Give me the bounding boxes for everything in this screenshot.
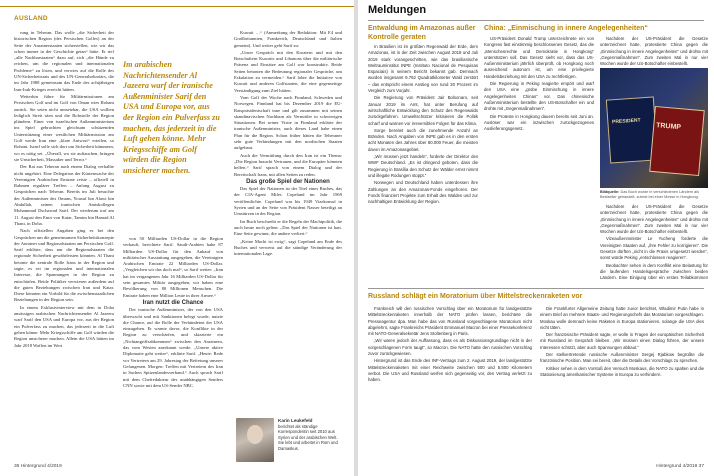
subheading: Iran nutzt die Chance — [142, 299, 204, 306]
paragraph: Weiterhin führe für Militärmissionen am Persischen Golf und im Golf von Oman wies Rohani zurück. Sie seien nicht umsetzbar, die USA wollten lediglich Streit säen und die Rohstoffe der Region plündern. Einer von israelischen Außenministerium ins Spiel gebrachten gleichsam schützenden Unterstützung einer westlichen Militärmission am Golf werde Iran eine „klare Antwort“ erteilen, so Rohani. Israel solle sich dort um Sicherheit kümmern, wo es nötig sei. „Überall, wo sie auftauchen, bringen sie Unsicherheit, Massaker und Terror.“ — [14, 93, 114, 162]
subheading: Das große Spiel der Nationen — [246, 178, 330, 185]
caption-label: Bildquelle: — [600, 190, 620, 194]
paragraph: Auch die Vermittlung durch den Iran ist ein Thema: „Die Region braucht Vertrauen, und die Europäer könnten helfen.“ Sarif sprach von einem Dialog und der Bereitschaft Irans, mit allen Seiten zu reden. — [234, 152, 342, 177]
paragraph: Beobachter sehen in dem Konflikt eine Belastung für die laufenden Handelsgespräche zwischen beiden Ländern. Eine Einigung über ein erstes Teilabkommen — [600, 262, 708, 281]
author-photo — [236, 418, 274, 462]
paragraph: Nachdem der US-Präsident die Gesetze unterzeichnet hatte, protestierte China gegen die „Einmischung in innere Angelegenheiten“ und drohte mit „Gegenmaßnahmen“. Zum zweiten Mal in nur vier Wochen wurde der US-Botschafter einbestellt. — [600, 36, 708, 66]
author-name: Karin Leukefeld — [278, 418, 313, 423]
left-column-2 — [123, 236, 223, 462]
paragraph: Die Proteste in Hongkong dauern bereits seit Juni an. Auslöser war ein inzwischen zurückgezogenes Auslieferungsgesetz. — [484, 113, 594, 132]
article-title-amazon: Entwaldung im Amazonas außer Kontrolle geraten — [368, 25, 476, 41]
paragraph: In Brasilien ist im größten Regenwald der Erde, dem Amazonas, ist in der Zeit zwischen August 2018 und Juli 2019 stark vorangeschritten, wie das brasilianische Weltrauminstitut INPE (Instituto Nacional de Pesquisas Espaciais) in seinem Bericht bekannt gab. Demnach wurden insgesamt 9.762 Quadratkilometer Wald zerstört – das entspricht einem Anstieg von rund 30 Prozent im Vergleich zum Vorjahr. — [368, 44, 478, 94]
paragraph: Der iranische Außenminister, der von den USA überwacht und mit Sanktionen belegt wurde, nutzte die Chance, auf die Rolle der Verbündeten der USA einzugehen. Er warnte davor, die Konflikte in der Region zu verschärfen, und skizzierte ein „Nichtangriffsabkommen“ zwischen den Anrainern, das vom Westen anerkannt werde. „Unsere aktive Diplomatie geht weiter“, erklärte Sarif. „Heute: Rede vor Vertretern am 29. Jahrestag der Befreiung unserer Gefangenen. Morgen: Treffen mit Vertretern des Iran in Sachen Spitzenlandesverband.“ Auch sprach Sarif mit dem Chefredakteur des unabhängigen Senders CNN sowie mit dem US-Sender NBC. — [123, 307, 223, 388]
book-photo — [600, 68, 708, 188]
paragraph: Der französische Präsident sagte, er wolle in Fragen der europäischen Sicherheit mit Russland im Gespräch bleiben. „Wir müssen einen Dialog führen, der unsere Interessen schützt, aber auch Spannungen abbaut.“ — [540, 332, 704, 350]
book-text-2: TRUMP — [655, 122, 682, 132]
divider — [368, 288, 704, 289]
paragraph: „Keine Macht ist ewig“, sagt Copeland am Ende des Buches und verweist auf die ständige Veränderung der internationalen Lage. — [234, 238, 342, 257]
paragraph: Kuwait …“ (Anmerkung der Redaktion: Mit E4 und Großbritannien, Frankreich, Deutschland und Italien gemeint). Und weiter geht Sarif zu: — [234, 30, 342, 48]
book-cover-2 — [649, 106, 705, 176]
paragraph: „Unser Gespräch mit den Kroatern und mit den Botschaftern Kuwaits und Libanons über die militärische Präsenz und Einsätze am Golf war konstruktiv. Beide Seiten betonten die Bedeutung regionaler Gespräche, um Eskalation zu vermeiden.“ Sarif lobte die Initiative von Kuwait und anderen Golfstaaten, die eine gegenseitige Verständigung zum Ziel hätten. — [234, 49, 342, 93]
article-body-amazon — [368, 44, 478, 282]
right-page — [358, 0, 714, 476]
paragraph: In einem Exklusivinterview mit dem in Doha ansässigen arabischen Nachrichtensender Al Jazeera warf Sarif den USA und Europa vor, aus der Region ein Pulverfass zu machen, das jederzeit in die Luft gehen könne. Mehr Kriegsschiffe am Golf würden die Region unsicherer machen. Allein die USA hätten im Jahr 2018 Waffen im Wert — [14, 304, 114, 348]
paragraph: „Wir müssen jetzt handeln“, forderte der Direktor des WWF Deutschland. „Es ist dringend geboten, dass die Regierung in Brasília den Schutz der Wälder ernst nimmt und illegale Rodungen stoppt.“ — [368, 154, 478, 178]
paragraph: Hintergrund ist das Ende des INF-Vertrags zum 2. August 2019, der landgestützte Mittelstreckenraketen mit einer Reichweite zwischen 500 und 5.500 Kilometern verbot. Die USA und Russland werfen sich gegenseitig vor, den Vertrag verletzt zu haben. — [368, 358, 532, 383]
paragraph: Norwegen und Deutschland haben unterdessen ihre Zahlungen an den Amazonas-Fonds eingefroren. Der Fonds finanziert Projekte zum Erhalt des Waldes und zur nachhaltigen Entwicklung der Region. — [368, 180, 478, 205]
left-page-number: 36 Hintergrund 4/2019 — [14, 464, 62, 469]
article-body-china-col1 — [484, 36, 594, 282]
caption-text: Das Buch wurde in verschiedenen Ländern als Bestseller gehandelt, zuletzt bei einer Messe in Hongkong. — [600, 190, 700, 199]
author-bio — [278, 418, 344, 452]
pull-quote: Im arabischen Nachrichtensender Al Jazeera warf der iranische Außenminister Sarif den USA und Europa vor, aus der Region ein Pulverfass zu machen, das jederzeit in die Luft gehen könne. Mehr Kriegsschiffe am Golf würden die Region unsicherer machen. — [123, 60, 220, 175]
paragraph: Die Regierung in Peking reagierte empört und warf den USA eine „grobe Einmischung in innere Angelegenheiten Chinas“ vor. Das chinesische Außenministerium bestellte den US-Botschafter ein und drohte mit „Gegenmaßnahmen“. — [484, 81, 594, 112]
section-header — [0, 6, 354, 25]
left-column-3 — [234, 30, 342, 414]
book-text-1: PRESIDENT — [611, 117, 641, 126]
photo-caption — [600, 190, 708, 200]
paragraph: US-Präsident Donald Trump unterzeichnete ein von Kongress fast einstimmig beschlossenes Gesetz, das die „Menschenrechte und Demokratie in Hongkong“ unterstützen soll. Das Gesetz sieht vor, dass das US-Außenministerium jährlich überprüft, ob Hongkong noch ausreichend autonom ist, um eine privilegierte Handelsbeziehung mit den USA zu rechtfertigen. — [484, 36, 594, 79]
paragraph: Die Regierung von Präsident Jair Bolsonaro, seit Januar 2019 im Amt, hat unter Berufung auf wirtschaftliche Entwicklung den Schutz des Regenwalds zurückgefahren. Umweltschützer kritisieren die Politik scharf und warnen vor irreversiblen Folgen für das Klima. — [368, 95, 478, 126]
paragraph: rung in Teheran. Das wolle „die Sicherheit der historischen Region (des Persischen Golfes) an der Seite der Anrainerstaaten sicherstellen, wie wir das schon immer in der Geschichte getan“ hätte. Er rief „alle Nachbarstaaten“ dazu auf, sich „die Hände zu reichen, um die regionalen und internationalen Probleme“ zu lösen, und verwies auf die Rolle des UN-Sicherheitsrats und des UN-Generalsekretärs, die im Jahr 1988 gemeinsam das Ende des achtjährigen Iran-Irak-Krieges erreicht hätten. — [14, 30, 114, 92]
paragraph: Vizeaußenminister Le Yucheng forderte die Vereinigten Staaten auf, „ihre Fehler zu korrigieren“. Die Gesetze dürften „nicht in die Praxis umgesetzt werden“, sonst würde Peking „entschlossen reagieren“. — [600, 236, 708, 261]
paragraph: Nachdem der US-Präsident die Gesetze unterzeichnet hatte, protestierte China gegen die „Einmischung in innere Angelegenheiten“ und drohte mit „Gegenmaßnahmen“. Zum zweiten Mal in nur vier Wochen wurde der US-Botschafter einbestellt. — [600, 204, 708, 235]
section-label: AUSLAND — [14, 15, 48, 22]
paragraph: Das Spiel der Nationen ist der Titel eines Buches, das der CIA-Agent Miles Copeland im Jahr 1969 veröffentlichte. Copeland war bis 1949 Vizekonsul in Syrien und an der Seite von Präsident Nasser beteiligt an Umstürzen in der Region. — [234, 186, 342, 217]
article-title-russia: Russland schlägt ein Moratorium über Mittelstreckenraketen vor — [368, 293, 583, 300]
paragraph: Nach offiziellen Angaben ging es bei den Gesprächen um die gemeinsamen Sicherheitskonzepte der Anrainer und Regionalstaaten am Persischen Golf. Sarif erklärte, dass nur die Regionalstaaten die regionale Sicherheit gewährleisten könnten. Al Thani betonte die zentrale Rolle Irans in der Region und sagte, es sei im regionalen und internationalen Interesse, die Spannungen in der Region zu entschärfen. Beide Politiker verwiesen außerdem auf die guten Beziehungen zwischen Iran und Katar. Diese könnten ein Vorbild für die zwischenstaatlichen Beziehungen in der Region sein. — [14, 228, 114, 303]
paragraph: Vom Golf der Woche nach Finnland, Schweden und Norwegen. Finnland hat bis Dezember 2019 die EU-Ratspräsidentschaft inne und gilt zusammen mit seinen skandinavischen Nachbarn als Vermittler in schwierigen Situationen. Bei seiner Visite in Finnland erklärte der iranische Außenminister, auch dieses Land habe einen Plan für die Region. Schon früher hätten die Teheraner sehr gute Verbindungen mit den nordischen Staaten aufgebaut. — [234, 94, 342, 151]
author-box — [236, 418, 344, 462]
left-page — [0, 0, 354, 476]
paragraph: Im Buch beschreibt er die Regeln der Machtpolitik, die auch heute noch gelten: „Das Spiel der Nationen ist hart. Eine Seite gewinnt, die andere verliert.“ — [234, 218, 342, 237]
left-column-1 — [14, 30, 114, 460]
paragraph: Frankreich will den russischen Vorschlag über ein Moratorium für landgestützte Mittelstreckenraketen innerhalb der NATO prüfen lassen, berichtete die Presseagentur dpa. Man habe das von Russland vorgeschlagene Moratorium nicht abgelehnt, sagte Frankreichs Präsident Emmanuel Macron bei einer Pressekonferenz mit NATO-Generalsekretär Jens Stoltenberg in Paris. — [368, 306, 532, 337]
article-body-russia-col1 — [368, 306, 532, 460]
right-page-number: Hintergrund 4/2019 37 — [656, 464, 704, 469]
paragraph: Der Rat aus Teheran nach einem Dialog verhallte nicht ungehört. Eine Delegation der Küstenwache der Vereinigten Arabischen Emirate reiste – offiziell in Rahmen regulärer Treffen – Anfang August zu Gesprächen nach Teheran. Bereits im Juli besuchte der Außenminister des Omans, Yousuf bin Alawi bin Abdullah, seinen iranischen Amtskollegen Mohammad Dschawad Sarif. Der wiederum traf am 11. August den Emir von Katar, Tamim bin Hamad Al Thani, in Doha. — [14, 164, 114, 226]
paragraph: von 50 Milliarden US-Dollar in die Region verkauft, berichtete Sarif. Saudi-Arabien habe 87 Milliarden US-Dollar für den Ankauf von militärischer Ausstattung ausgegeben, die Vereinigten Arabischen Emirate 22 Milliarden US-Dollar. „Vergleichen wir das doch mal“, so Sarif weiter: „Iran hat im vergangenen Jahr 16 Milliarden US-Dollar für sein gesamtes Militär ausgegeben, wir haben eine Bevölkerung von 80 Millionen Menschen. Die Emirate haben eine Million Leute in ihrer Armee.“ — [123, 236, 223, 298]
article-title-china: China: „Einmischung in innere Angelegenheiten“ — [484, 25, 648, 32]
paragraph: Der stellvertretende russische Außenminister Sergej Rjabkow begrüßte die französische Position. Man sei bereit, über die Details des Vorschlags zu sprechen. — [540, 352, 704, 364]
paragraph: Sorge bereitet auch die zunehmende Anzahl an Bränden. Nach Angaben von INPE gab es in den ersten acht Monaten des Jahres über 80.000 Feuer, die meisten davon im Amazonasgebiet. — [368, 127, 478, 152]
article-body-russia-col2 — [540, 306, 704, 460]
page-title: Meldungen — [368, 4, 427, 16]
header-rule — [368, 20, 704, 21]
article-body-china-col2b — [600, 204, 708, 282]
paragraph: Kritiker sehen in dem Vorstoß den Versuch Moskaus, die NATO zu spalten und die Stationierung amerikanischer Systeme in Europa zu verhindern. — [540, 365, 704, 377]
article-body-china-col2a — [600, 36, 708, 66]
author-text: berichtet als ständige Korrespondentin seit 2010 aus Syrien und der arabischen Welt. Sie lebt und arbeitet in Rom und Damaskus. — [278, 423, 338, 451]
paragraph: Die Frankfurter Allgemeine Zeitung hatte zuvor berichtet, Wladimir Putin habe in einem Brief an mehrere Staats- und Regierungschefs das Moratorium vorgeschlagen. Moskau wolle demnach keine Raketen in Europa stationieren, solange die USA dies nicht täten. — [540, 306, 704, 330]
paragraph: „Wir waren jedoch der Auffassung, dass es als Diskussionsgrundlage nicht in der vorgeschlagenen Form taugt“, so Macron. Die NATO hatte den russischen Vorschlag zuvor zurückgewiesen. — [368, 338, 532, 357]
